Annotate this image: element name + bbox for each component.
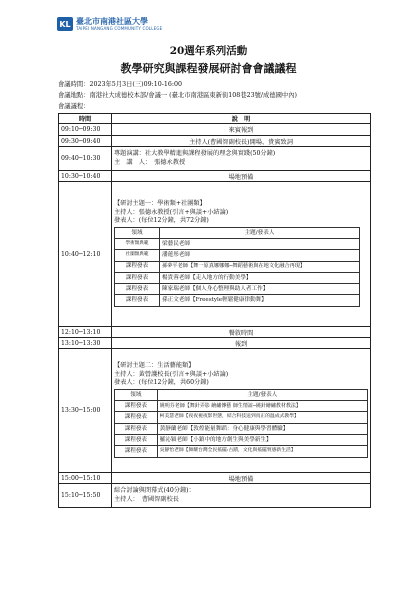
desc-header: 說 明 (112, 114, 371, 124)
row-desc: 報到 (112, 338, 371, 349)
row-desc: 場地預備 (112, 473, 371, 484)
logo-mark-icon: KL (57, 17, 73, 31)
agenda-row (59, 136, 371, 147)
logo-english: TAIPEI NANGANG COMMUNITY COLLEGE (76, 26, 163, 31)
agenda-label: 會議議程： (58, 103, 90, 110)
sub-head-field: 領域 (115, 389, 158, 400)
sub-field: 課程發表 (115, 284, 160, 295)
agenda-row (59, 349, 371, 473)
sub-head-topic: 主題/發表人 (157, 389, 367, 400)
session-host: 主持人：張德永教授(引言+與談+小結論) (114, 208, 229, 216)
session-host: 主持人：黃營護校長(引言+與談+小結論) (114, 370, 229, 378)
sub-field: 課程發表 (115, 446, 158, 457)
logo-name: 臺北市南港社區大學 (76, 17, 148, 26)
agenda-row (59, 473, 371, 484)
row-time: 13:30─15:00 (59, 349, 112, 473)
sub-topic: 楊貴蓉老師【走入地方的行動美學】 (160, 272, 360, 283)
sub-field: 社團類典範 (115, 250, 160, 261)
event-series-title: 20週年系列活動 (169, 45, 248, 57)
sub-topic: 柯美慧老師【夜夜視夜影世態，結合科技送到真正的温成式教學】 (157, 412, 367, 423)
row-time: 13:10─13:30 (59, 338, 112, 349)
keynote-topic: 專題演講：社大教學精進與課程發展的理念與實踐(50分鐘) (114, 150, 276, 157)
sub-topic: 孫正文老師【Freestyle輕鬆健康律動舞】 (160, 295, 360, 306)
meeting-place: 會議地點：南港社大成德校本部/會議一 (臺北市南港區東新街108巷23號/成德國中內) (58, 92, 297, 99)
sub-head-field: 領域 (115, 227, 160, 238)
sub-head-topic: 主題/發表人 (160, 227, 360, 238)
closing-host: 主持人： 曹國智副校長 (114, 495, 179, 503)
sub-field: 課程發表 (115, 261, 160, 272)
row-time: 10:30─10:40 (59, 171, 112, 182)
sub-field: 課程發表 (115, 401, 158, 412)
college-logo (57, 17, 162, 31)
keynote-speaker: 主 講 人： 張德永教授 (114, 158, 186, 166)
sub-topic: 梁藝民老師 (160, 239, 360, 250)
meeting-time: 會議時間：2023年5月3日(三)09:10-16:00 (58, 81, 183, 88)
sub-field: 課程發表 (115, 435, 158, 446)
agenda-row (59, 327, 371, 338)
sub-topic: 陳家瑞老師【個人身心整理與助人者工作】 (160, 284, 360, 295)
agenda-row (59, 171, 371, 182)
agenda-row (59, 147, 371, 171)
session-presenters: 發表人：(每位12分鐘，共72分鐘) (114, 217, 209, 225)
row-time: 12:10─13:10 (59, 327, 112, 338)
agenda-row (59, 484, 371, 508)
row-time: 15:10─15:50 (59, 484, 112, 508)
row-desc: 場地預備 (112, 171, 371, 182)
sub-field: 學術類典範 (115, 239, 160, 250)
sub-topic: 孫夢平老師【舞一原真娜娜娜─舞蹈藝術與在地文化融合再現】 (160, 261, 360, 272)
session-presenters: 發表人：(每位12分鐘，共60分鐘) (114, 379, 209, 387)
row-time: 15:00─15:10 (59, 473, 112, 484)
time-header: 時間 (59, 114, 112, 124)
session-topic: 【研討主題二：生活藝能類】 (114, 362, 195, 370)
document-title: 教學研究與課程發展研討會會議議程 (120, 62, 297, 75)
presenter-table (114, 227, 360, 307)
agenda-row (59, 338, 371, 349)
sub-field: 課程發表 (115, 272, 160, 283)
session-topic: 【研討主題一：學術類+社團類】 (114, 200, 206, 208)
sub-topic: 姚明芬老師【舞針弄影 繪繡傳藝 師生情誼─繞針繪繡教材教法】 (157, 401, 367, 412)
sub-topic: 吳靜怡老師【舞耀台灣全民搖擺:古蹟，文化與搖擺貿感新生活】 (157, 446, 367, 457)
row-desc: 主持人(曹國智副校長)開場、貴賓致詞 (112, 136, 371, 147)
sub-topic: 潘蓮彤老師 (160, 250, 360, 261)
row-time: 10:40─12:10 (59, 182, 112, 327)
row-time: 09:10─09:30 (59, 124, 112, 136)
sub-field: 課程發表 (115, 295, 160, 306)
agenda-row (59, 124, 371, 136)
agenda-row (59, 182, 371, 327)
row-time: 09:40─10:30 (59, 147, 112, 171)
row-desc: 餐敘時間 (112, 327, 371, 338)
sub-topic: 羅沁穎老師【小鎮中的地方創生與美學新生】 (157, 435, 367, 446)
row-time: 09:30─09:40 (59, 136, 112, 147)
sub-field: 課程發表 (115, 423, 158, 434)
sub-topic: 黃靜蘭老師【敦煌能量舞蹈：身心健康與學習體驗】 (157, 423, 367, 434)
sub-field: 課程發表 (115, 412, 158, 423)
agenda-table (58, 113, 371, 508)
row-desc: 來賓報到 (112, 124, 371, 136)
closing-topic: 綜合討論與閉幕式(40分鐘)： (114, 487, 195, 494)
presenter-table (114, 389, 368, 458)
